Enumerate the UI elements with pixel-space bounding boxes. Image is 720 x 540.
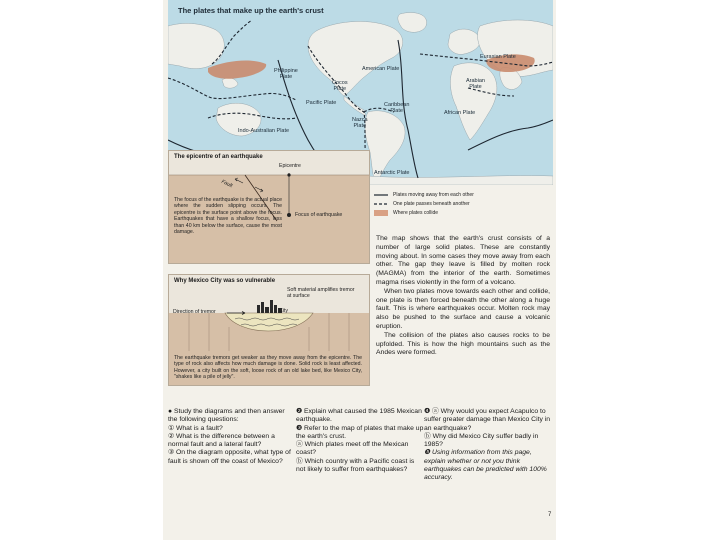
fault-label: Fault <box>220 178 234 190</box>
legend-item-subduction <box>374 199 552 208</box>
map-title: The plates that make up the earth's crust <box>178 6 324 15</box>
legend-label: One plate passes beneath another <box>393 200 470 207</box>
question-text: ② What is the difference between a normal fault and a lateral fault? <box>168 432 275 449</box>
mexico-title: Why Mexico City was so vulnerable <box>174 278 276 284</box>
question-text: ❺ Using information from this page, explain whether or not you think earthquakes can be predicted with 100% accuracy. <box>424 449 547 482</box>
label-african-plate: African Plate <box>444 110 476 116</box>
legend-item-diverging <box>374 190 552 199</box>
label-pacific-plate: Pacific Plate <box>306 100 337 106</box>
question-text: ⓑ Which country with a Pacific coast is not likely to suffer from earthquakes? <box>296 457 415 474</box>
mexico-panel <box>168 274 370 386</box>
label-eurasian-plate: Eurasian Plate <box>480 54 516 60</box>
tremor-label: Direction of tremor <box>173 309 216 315</box>
epicentre-panel <box>168 150 370 264</box>
questions-column-1 <box>168 408 296 466</box>
epicentre-title: The epicentre of an earthquake <box>174 154 263 160</box>
soft-material-label: Soft material amplifies tremor at surface <box>287 287 355 299</box>
epicentre-caption: The focus of the earthquake is the actual place where the sudden slipping occurs. The epicentre is the surface point above the focus. Earthquakes that have a shallow focus, less than 40 km below the surface, cause the most damage. <box>174 197 282 236</box>
label-caribbean-plate: Caribbean Plate <box>384 102 410 114</box>
city-label: City <box>279 308 288 314</box>
mexico-caption: The earthquake tremors get weaker as they move away from the epicentre. The type of rock also affects how much damage is done. Solid rock is least affected. However, a city built on the soft, loose rock of an old lake bed, like Mexico City, "shakes like a pile of jelly". <box>174 355 362 381</box>
solid-line-icon <box>374 193 388 197</box>
question-text: ① What is a fault? <box>168 424 223 432</box>
question-text: ❷ Explain what caused the 1985 Mexican earthquake. <box>296 408 422 424</box>
label-philippine-plate: Philippine Plate <box>274 68 298 80</box>
label-arabian-plate: Arabian Plate <box>466 78 485 90</box>
question-text: ❹ ⓐ Why would you expect Acapulco to suffer greater damage than Mexico City in an earthquake? <box>424 408 551 432</box>
questions-column-3 <box>424 408 552 483</box>
body-text <box>376 235 550 358</box>
focus-label: Focus of earthquake <box>295 212 343 218</box>
legend-label: Where plates collide <box>393 209 439 216</box>
legend-item-collision <box>374 208 552 217</box>
question-text: ⓑ Why did Mexico City suffer badly in 1985? <box>424 432 539 449</box>
collision-swatch-icon <box>374 210 388 216</box>
dashed-line-icon <box>374 202 388 206</box>
label-antarctic-plate: Antarctic Plate <box>374 170 410 176</box>
epicentre-label: Epicentre <box>279 163 301 169</box>
question-text: ● Study the diagrams and then answer the following questions: <box>168 408 285 424</box>
page-number: 7 <box>548 512 552 518</box>
label-cocos-plate: Cocos Plate <box>332 80 348 92</box>
map-legend <box>374 190 552 217</box>
label-nazca-plate: Nazca Plate <box>352 117 368 129</box>
legend-label: Plates moving away from each other <box>393 191 474 198</box>
label-indo-australian-plate: Indo-Australian Plate <box>238 128 290 134</box>
questions-column-2 <box>296 408 424 474</box>
body-paragraph: When two plates move towards each other and collide, one plate is then forced beneath the other along a huge fault. This is where earthquakes occur. Molten rock may also be pushed to the surface and cause a volcanic eruption. <box>376 287 550 330</box>
question-text: ③ On the diagram opposite, what type of fault is shown off the coast of Mexico? <box>168 449 291 465</box>
question-text: ❸ Refer to the map of plates that make up the earth's crust. <box>296 424 424 440</box>
question-text: ⓐ Which plates meet off the Mexican coast? <box>296 441 409 457</box>
body-paragraph: The collision of the plates also causes rocks to be upfolded. This is how the high mountains such as the Andes were formed. <box>376 331 550 357</box>
label-american-plate: American Plate <box>362 66 400 72</box>
body-paragraph: The map shows that the earth's crust consists of a number of large solid plates. These are constantly moving about. In some cases they move away from each other. The gap they leave is filled by molten rock (MAGMA) from the interior of the earth. Sometimes magma rises violently in the form of a volcano. <box>376 235 550 286</box>
